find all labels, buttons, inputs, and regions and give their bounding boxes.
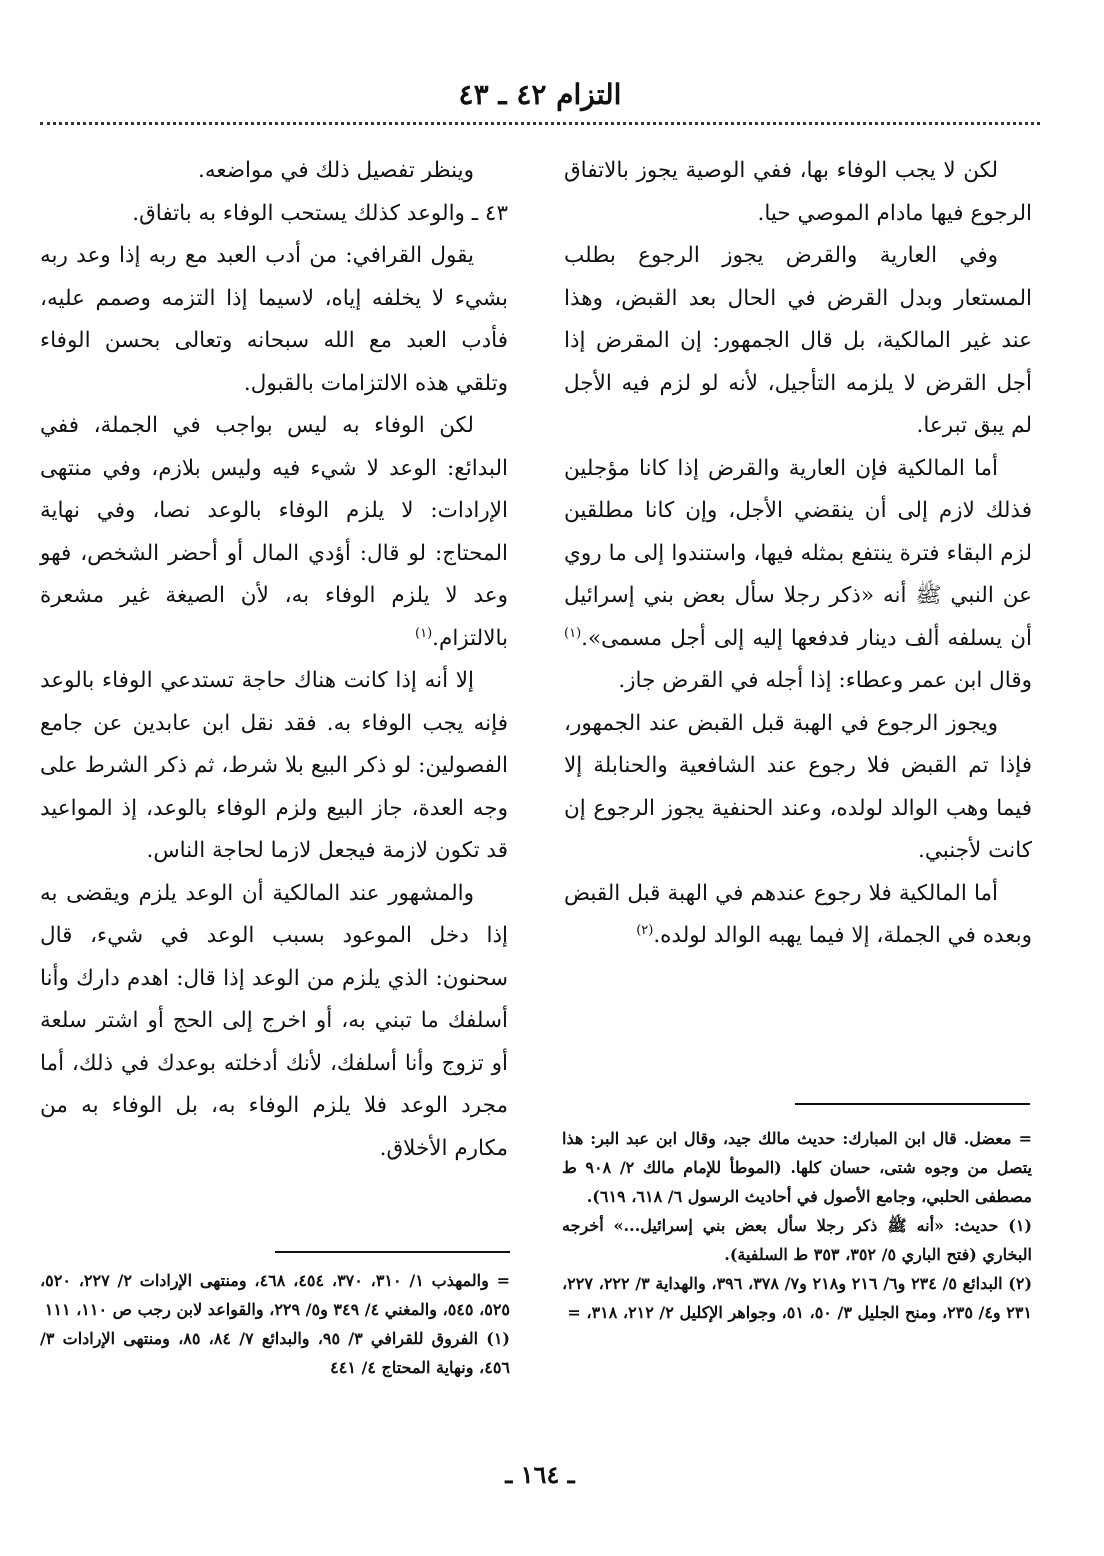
paragraph-text: أما المالكية فإن العارية والقرض إذا كانا مؤجلين فذلك لازم إلى أن ينقضي الأجل، وإن كانا مطلقين لزم البقاء فترة ينتفع بمثله فيها، واستندوا إلى ما روي عن النبي ﷺ أنه «ذكر رجلا سأل بعض بني إسرائيل أن يسلفه ألف دينار فدفعها إليه إلى أجل مسمى».	[564, 455, 1032, 651]
paragraph-text: وينظر تفصيل ذلك في مواضعه.	[198, 158, 474, 183]
paragraph	[564, 873, 1032, 958]
footnote-marker: (١)	[564, 625, 582, 641]
right-column	[564, 150, 1032, 958]
left-column	[40, 150, 508, 1170]
paragraph-text: والمشهور عند المالكية أن الوعد يلزم ويقضى به إذا دخل الموعود بسبب الوعد في شيء، قال سحنون: الذي يلزم من الوعد إذا قال: اهدم دارك وأنا أسلفك ما تبني به، أو اخرج إلى الحج أو اشتر سلعة أو تزوج وأنا أسلفك، لأنك أدخلته بوعدك في ذلك، أما مجرد الوعد فلا يلزم الوفاء به، بل الوفاء به من مكارم الأخلاق.	[40, 880, 508, 1161]
paragraph	[564, 448, 1032, 703]
footnotes-left	[40, 1266, 510, 1382]
paragraph	[40, 235, 508, 405]
section-heading	[40, 193, 508, 236]
paragraph	[40, 405, 508, 660]
footnote: = والمهذب ١/ ٣١٠، ٣٧٠، ٤٥٤، ٤٦٨، ومنتهى الإرادات ٢/ ٢٢٧، ٥٢٠، ٥٢٥، ٥٤٥، والمغني ٤/ ٣٤٩ و٥/ ٢٢٩، والقواعد لابن رجب ص ١١٠، ١١١	[40, 1271, 511, 1319]
header-divider	[40, 122, 1040, 125]
page-number: ـ ١٦٤ ـ	[505, 1460, 575, 1489]
footnote: = معضل. قال ابن المبارك: حديث مالك جيد، وقال ابن عبد البر: هذا يتصل من وجوه شتى، حسان كلها. (الموطأ للإمام مالك ٢/ ٩٠٨ ط مصطفى الحلبي، وجامع الأصول في أحاديث الرسول ٦/ ٦١٨، ٦١٩).	[562, 1129, 1032, 1206]
paragraph	[564, 703, 1032, 873]
paragraph-text: لكن الوفاء به ليس بواجب في الجملة، ففي البدائع: الوعد لا شيء فيه وليس بلازم، وفي منتهى الإرادات: لا يلزم الوفاء بالوعد نصا، وفي نهاية المحتاج: لو قال: أؤدي المال أو أحضر الشخص، فهو وعد لا يلزم الوفاء به، لأن الصيغة غير مشعرة بالالتزام.	[40, 413, 508, 651]
page-title: التزام ٤٢ ـ ٤٣	[458, 78, 622, 111]
paragraph-text: لكن لا يجب الوفاء بها، ففي الوصية يجوز بالاتفاق الرجوع فيها مادام الموصي حيا.	[564, 158, 1032, 226]
paragraph	[40, 150, 508, 193]
footnotes-right	[562, 1124, 1032, 1327]
footnote-marker: (٢)	[636, 922, 654, 938]
footnote-marker: (١)	[415, 625, 433, 641]
paragraph	[40, 873, 508, 1171]
footnote-divider	[275, 1251, 510, 1253]
footnote: (٢) البدائع ٥/ ٢٣٤ و٦/ ٢١٦ و٢١٨ و٧/ ٣٧٨، ٣٩٦، والهداية ٣/ ٢٢٢، ٢٢٧، ٢٣١ و٤/ ٢٣٥، ومنح الجليل ٣/ ٥٠، ٥١، وجواهر الإكليل ٢/ ٢١٢، ٣١٨، =	[562, 1274, 1033, 1322]
paragraph-text: وفي العارية والقرض يجوز الرجوع بطلب المستعار وبدل القرض في الحال بعد القبض، وهذا عند غير المالكية، بل قال الجمهور: إن المقرض إذا أجل القرض لا يلزمه التأجيل، لأنه لو لزم فيه الأجل لم يبق تبرعا.	[564, 243, 1032, 438]
paragraph-text: يقول القرافي: من أدب العبد مع ربه إذا وعد ربه بشيء لا يخلفه إياه، لاسيما إذا التزمه وصمم عليه، فأدب العبد مع الله سبحانه وتعالى بحسن الوفاء وتلقي هذه الالتزامات بالقبول.	[40, 243, 508, 396]
paragraph-text: إلا أنه إذا كانت هناك حاجة تستدعي الوفاء بالوعد فإنه يجب الوفاء به. فقد نقل ابن عابدين عن جامع الفصولين: لو ذكر البيع بلا شرط، ثم ذكر الشرط على وجه العدة، جاز البيع ولزم الوفاء بالوعد، إذ المواعيد قد تكون لازمة فيجعل لازما لحاجة الناس.	[40, 668, 508, 863]
footnote-divider	[795, 1103, 1030, 1105]
paragraph-text: ٤٣ ـ والوعد كذلك يستحب الوفاء به باتفاق.	[132, 200, 508, 226]
footnote: (١) حديث: «أنه ﷺ ذكر رجلا سأل بعض بني إسرائيل...» أخرجه البخاري (فتح الباري ٥/ ٣٥٢، ٣٥٣ ط السلفية).	[562, 1216, 1032, 1264]
paragraph-text: وقال ابن عمر وعطاء: إذا أجله في القرض جاز.	[618, 668, 1032, 693]
paragraph-text: ويجوز الرجوع في الهبة قبل القبض عند الجمهور، فإذا تم القبض فلا رجوع عند الشافعية والحنابلة إلا فيما وهب الوالد لولده، وعند الحنفية يجوز الرجوع إن كانت لأجنبي.	[564, 710, 1032, 863]
paragraph	[40, 660, 508, 873]
paragraph-text: أما المالكية فلا رجوع عندهم في الهبة قبل القبض وبعده في الجملة، إلا فيما يهبه الوالد لولده.	[564, 880, 1032, 948]
paragraph	[564, 150, 1032, 235]
page-header	[40, 78, 1040, 120]
footnote: (١) الفروق للقرافي ٣/ ٩٥، والبدائع ٧/ ٨٤، ٨٥، ومنتهى الإرادات ٣/ ٤٥٦، ونهاية المحتاج ٤/ ٤٤١	[40, 1329, 510, 1377]
paragraph	[564, 235, 1032, 448]
